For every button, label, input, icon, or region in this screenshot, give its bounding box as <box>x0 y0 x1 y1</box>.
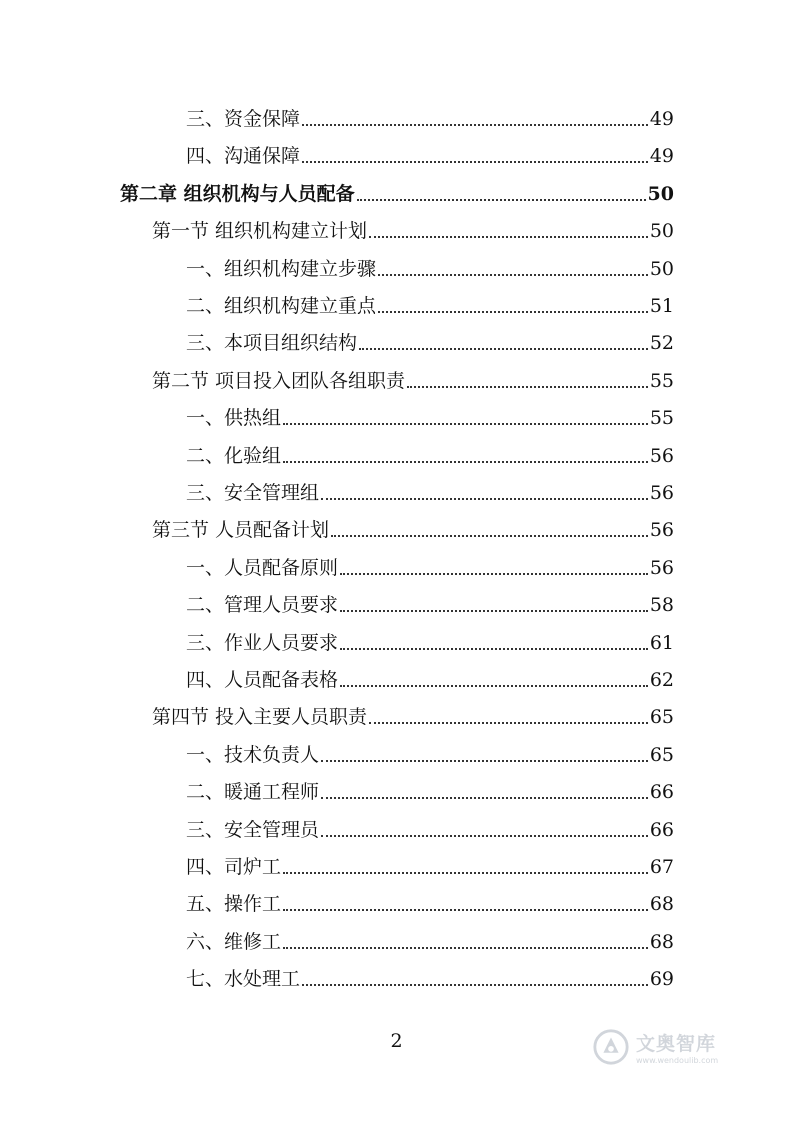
toc-dot-leader <box>283 423 648 425</box>
toc-item-entry[interactable] <box>186 287 674 317</box>
toc-item-entry[interactable] <box>186 586 674 616</box>
toc-entry-page: 69 <box>649 968 674 991</box>
toc-dot-leader <box>340 685 648 687</box>
toc-entry-page: 58 <box>649 594 674 617</box>
toc-dot-leader <box>302 161 648 163</box>
toc-section-entry[interactable] <box>152 212 674 242</box>
toc-entry-page: 51 <box>649 295 674 317</box>
toc-entry-title: 四、司炉工 <box>186 856 282 878</box>
toc-item-entry[interactable] <box>186 437 674 467</box>
toc-entry-page: 65 <box>649 743 674 766</box>
toc-section-entry[interactable] <box>152 362 674 392</box>
toc-item-entry[interactable] <box>186 661 674 691</box>
toc-item-entry[interactable] <box>186 324 674 354</box>
toc-item-entry[interactable] <box>186 923 674 953</box>
toc-entry-page: 50 <box>649 257 674 280</box>
toc-entry-title: 一、人员配备原则 <box>186 556 339 579</box>
toc-item-entry[interactable] <box>186 736 674 766</box>
toc-item-entry[interactable] <box>186 137 674 167</box>
toc-dot-leader <box>283 872 648 874</box>
toc-entry-page: 65 <box>649 706 674 729</box>
toc-item-entry[interactable] <box>186 960 674 990</box>
toc-dot-leader <box>321 835 648 837</box>
toc-entry-title: 五、操作工 <box>186 893 282 916</box>
toc-section-entry[interactable] <box>152 511 674 541</box>
toc-dot-leader <box>407 386 648 388</box>
toc-dot-leader <box>321 797 648 799</box>
toc-entry-title: 二、化验组 <box>186 444 282 467</box>
toc-entry-page: 49 <box>649 108 674 130</box>
watermark-name: 文奥智库 <box>636 1033 717 1055</box>
toc-entry-page: 67 <box>649 856 674 878</box>
toc-dot-leader <box>321 760 648 762</box>
toc-item-entry[interactable] <box>186 624 674 654</box>
toc-entry-title: 第二节 项目投入团队各组职责 <box>152 369 406 392</box>
toc-entry-page: 62 <box>649 669 674 691</box>
toc-entry-title: 七、水处理工 <box>186 968 301 991</box>
watermark-url: www.wendoulib.com <box>636 1056 719 1065</box>
toc-entry-title: 一、供热组 <box>186 407 282 430</box>
toc-entry-page: 56 <box>649 556 674 579</box>
toc-entry-page: 56 <box>649 444 674 467</box>
toc-chapter-entry[interactable] <box>120 175 674 205</box>
toc-entry-title: 第三节 人员配备计划 <box>152 519 330 542</box>
toc-entry-title: 二、暖通工程师 <box>186 781 320 804</box>
toc-entry-page: 52 <box>649 332 674 355</box>
wendou-logo-icon <box>592 1028 630 1066</box>
toc-entry-page: 49 <box>649 145 674 168</box>
toc-dot-leader <box>340 610 648 612</box>
toc-entry-title: 一、组织机构建立步骤 <box>186 257 377 280</box>
toc-entry-title: 三、安全管理组 <box>186 482 320 504</box>
watermark <box>592 1022 742 1072</box>
toc-entry-title: 三、作业人员要求 <box>186 631 339 654</box>
toc-dot-leader <box>283 947 648 949</box>
toc-dot-leader <box>359 348 648 350</box>
toc-entry-page: 68 <box>649 930 674 953</box>
toc-dot-leader <box>283 461 648 463</box>
toc-entry-title: 一、技术负责人 <box>186 743 320 766</box>
toc-entry-title: 四、人员配备表格 <box>186 669 339 691</box>
toc-dot-leader <box>369 236 648 238</box>
page-number: 2 <box>390 1030 403 1052</box>
toc-dot-leader <box>369 722 648 724</box>
toc-item-entry[interactable] <box>186 399 674 429</box>
toc-entry-page: 66 <box>649 818 674 841</box>
toc-section-entry[interactable] <box>152 698 674 728</box>
toc-entry-page: 66 <box>649 781 674 804</box>
toc-item-entry[interactable] <box>186 100 674 130</box>
toc-dot-leader <box>331 535 648 537</box>
toc-dot-leader <box>340 573 648 575</box>
toc-item-entry[interactable] <box>186 848 674 878</box>
toc-entry-title: 三、安全管理员 <box>186 818 320 841</box>
toc-item-entry[interactable] <box>186 773 674 803</box>
toc-entry-title: 三、资金保障 <box>186 108 301 130</box>
toc-dot-leader <box>283 909 648 911</box>
toc-entry-title: 第一节 组织机构建立计划 <box>152 220 368 243</box>
toc-item-entry[interactable] <box>186 250 674 280</box>
toc-item-entry[interactable] <box>186 885 674 915</box>
toc-item-entry[interactable] <box>186 549 674 579</box>
toc-dot-leader <box>302 984 648 986</box>
toc-entry-page: 56 <box>649 482 674 504</box>
toc-dot-leader <box>321 498 648 500</box>
toc-entry-title: 二、组织机构建立重点 <box>186 295 377 317</box>
toc-dot-leader <box>340 648 648 650</box>
toc-entry-title: 第二章 组织机构与人员配备 <box>120 182 355 205</box>
toc-entry-title: 三、本项目组织结构 <box>186 332 358 355</box>
toc-entry-page: 56 <box>649 519 674 542</box>
toc-entry-page: 61 <box>649 631 674 654</box>
toc-entry-title: 二、管理人员要求 <box>186 594 339 617</box>
toc-entry-page: 55 <box>649 407 674 430</box>
toc-dot-leader <box>378 311 648 313</box>
toc-entry-page: 68 <box>649 893 674 916</box>
toc-dot-leader <box>378 274 648 276</box>
toc-entry-title: 第四节 投入主要人员职责 <box>152 706 368 729</box>
toc-entry-page: 50 <box>649 220 674 243</box>
toc-dot-leader <box>302 124 648 126</box>
toc-entry-page: 50 <box>647 182 674 205</box>
toc-item-entry[interactable] <box>186 474 674 504</box>
toc-item-entry[interactable] <box>186 811 674 841</box>
toc-entry-page: 55 <box>649 369 674 392</box>
toc-entry-title: 四、沟通保障 <box>186 145 301 168</box>
toc-dot-leader <box>357 199 646 201</box>
toc-entry-title: 六、维修工 <box>186 930 282 953</box>
